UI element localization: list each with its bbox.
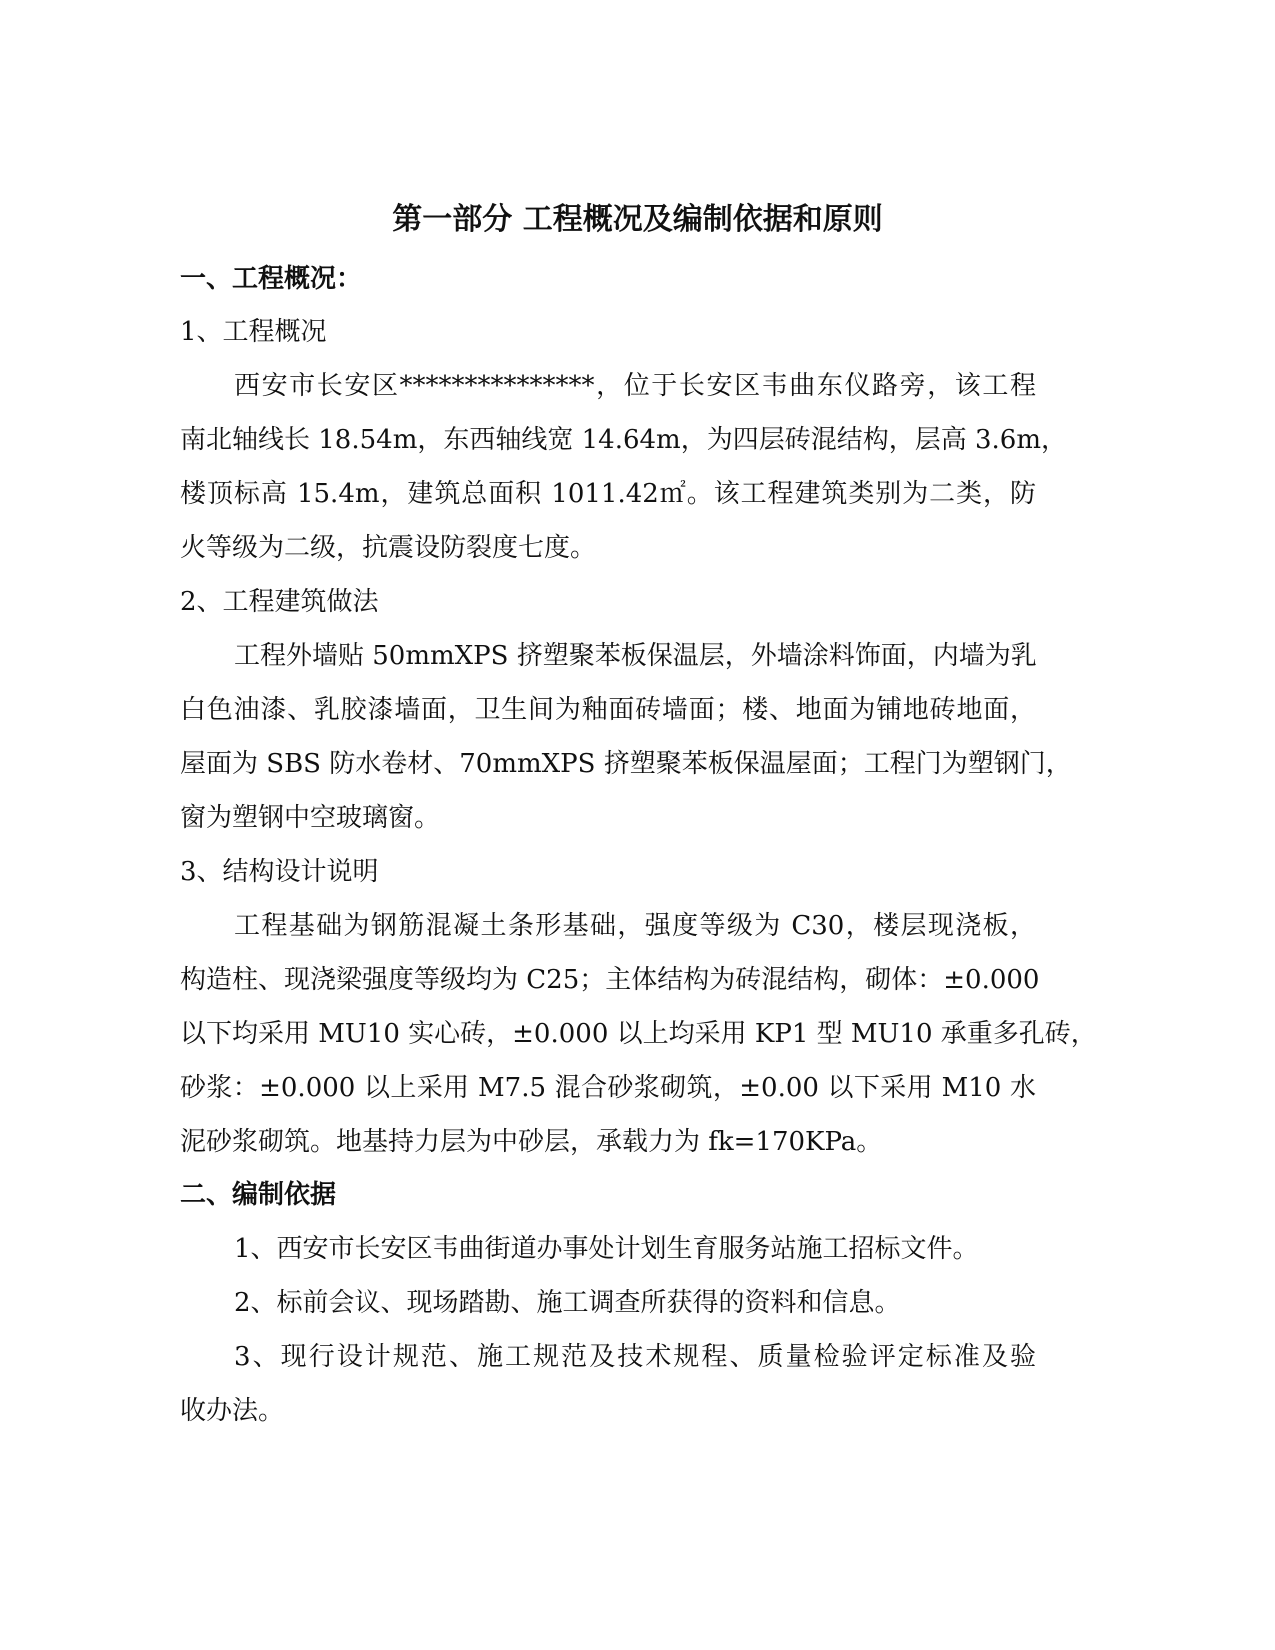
paragraph-line: 以下均采用 MU10 实心砖，±0.000 以上均采用 KP1 型 MU10 承重多孔砖， (180, 1019, 1097, 1049)
paragraph-line: 泥砂浆砌筑。地基持力层为中砂层，承载力为 fk=170KPa。 (180, 1127, 883, 1157)
list-item: 3、现行设计规范、施工规范及技术规程、质量检验评定标准及验 (234, 1342, 1036, 1372)
paragraph-line: 屋面为 SBS 防水卷材、70mmXPS 挤塑聚苯板保温屋面；工程门为塑钢门， (180, 749, 1072, 779)
section-heading-basis: 二、编制依据 (180, 1180, 337, 1210)
paragraph-line: 白色油漆、乳胶漆墙面，卫生间为釉面砖墙面；楼、地面为铺地砖地面， (180, 695, 1036, 725)
paragraph-line: 西安市长安区***************，位于长安区韦曲东仪路旁，该工程 (234, 371, 1036, 401)
list-item-continuation: 收办法。 (180, 1396, 285, 1426)
subheading-structure: 3、结构设计说明 (180, 857, 379, 887)
paragraph-line: 构造柱、现浇梁强度等级均为 C25；主体结构为砖混结构，砌体：±0.000 (180, 965, 1040, 995)
list-item: 2、标前会议、现场踏勘、施工调查所获得的资料和信息。 (234, 1288, 901, 1318)
page-title: 第一部分 工程概况及编制依据和原则 (392, 202, 883, 237)
section-heading-overview: 一、工程概况： (180, 264, 363, 294)
paragraph-line: 南北轴线长 18.54m，东西轴线宽 14.64m，为四层砖混结构，层高 3.6m， (180, 425, 1067, 455)
paragraph-line: 工程外墙贴 50mmXPS 挤塑聚苯板保温层，外墙涂料饰面，内墙为乳 (234, 641, 1037, 671)
paragraph-line: 工程基础为钢筋混凝土条形基础，强度等级为 C30，楼层现浇板， (234, 911, 1036, 941)
subheading-project-overview: 1、工程概况 (180, 317, 327, 347)
list-item: 1、西安市长安区韦曲街道办事处计划生育服务站施工招标文件。 (234, 1234, 979, 1264)
paragraph-line: 火等级为二级，抗震设防裂度七度。 (180, 533, 597, 563)
paragraph-line: 砂浆：±0.000 以上采用 M7.5 混合砂浆砌筑，±0.00 以下采用 M10 水 (180, 1073, 1036, 1103)
paragraph-line: 楼顶标高 15.4m，建筑总面积 1011.42㎡。该工程建筑类别为二类，防 (180, 479, 1036, 509)
subheading-architecture: 2、工程建筑做法 (180, 587, 379, 617)
paragraph-line: 窗为塑钢中空玻璃窗。 (180, 803, 441, 833)
